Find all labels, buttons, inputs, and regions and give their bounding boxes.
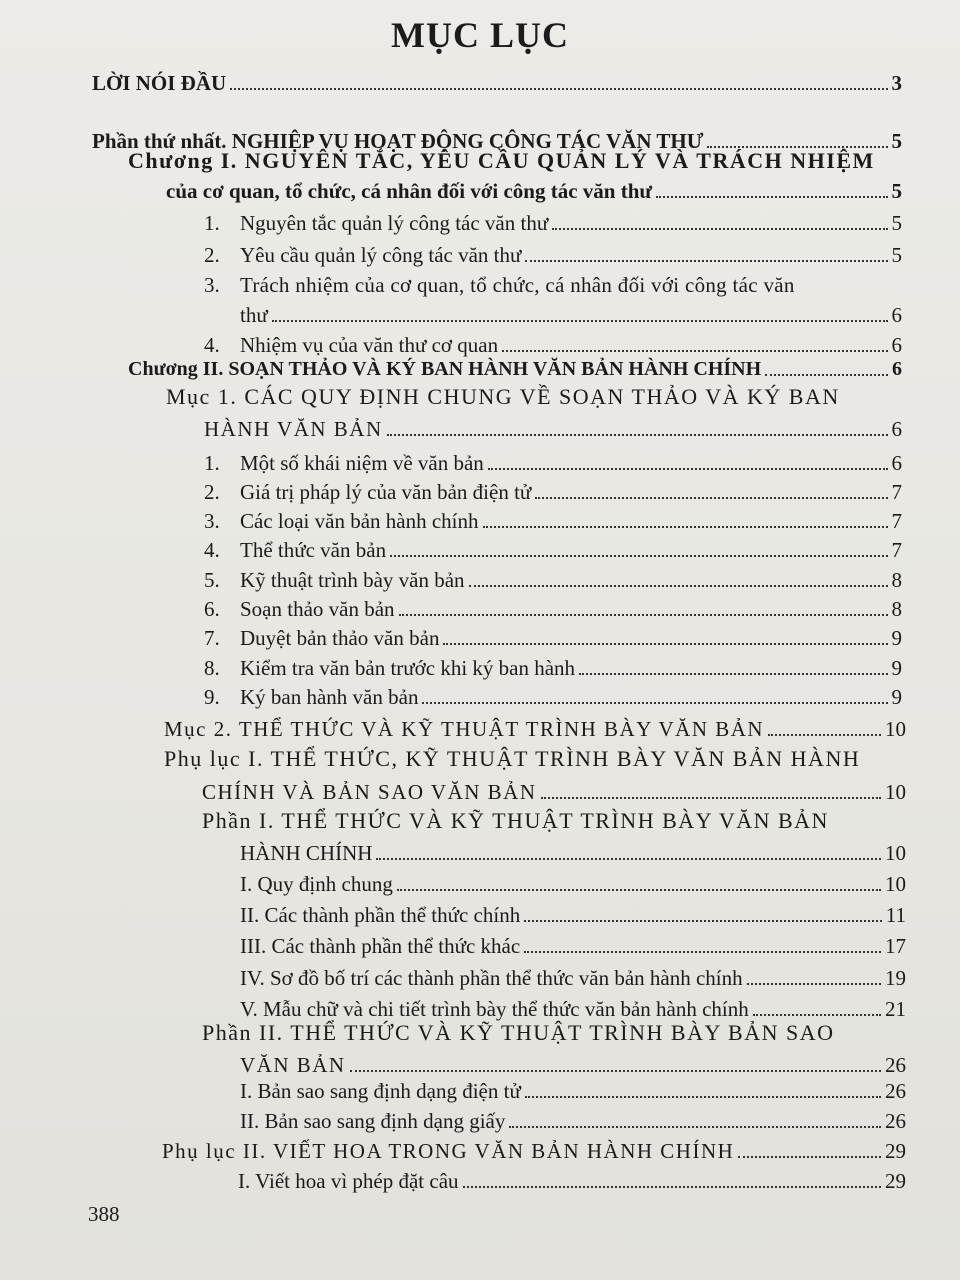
entry-label: Kỹ thuật trình bày văn bản — [240, 568, 465, 592]
entry-page: 9 — [891, 656, 902, 680]
toc-entry[interactable] — [204, 625, 902, 651]
leader-dots — [390, 555, 887, 557]
entry-number: 1. — [204, 211, 220, 235]
entry-label: Chương II. SOẠN THẢO VÀ KÝ BAN HÀNH VĂN BẢN HÀNH CHÍNH — [128, 358, 762, 380]
entry-page: 6 — [891, 417, 902, 441]
leader-dots — [422, 702, 887, 704]
entry-number: 8. — [204, 656, 220, 680]
toc-entry[interactable] — [240, 902, 906, 928]
toc-entry[interactable] — [240, 965, 906, 991]
toc-entry-line[interactable]: Phần I. THỂ THỨC VÀ KỸ THUẬT TRÌNH BÀY VĂN BẢN — [202, 808, 829, 833]
entry-page: 5 — [891, 129, 902, 153]
leader-dots — [376, 858, 881, 860]
leader-dots — [525, 1096, 881, 1098]
toc-entry[interactable] — [204, 537, 902, 563]
entry-page: 11 — [885, 903, 906, 927]
entry-page: 6 — [891, 333, 902, 357]
toc-entry[interactable] — [204, 508, 902, 534]
leader-dots — [387, 434, 888, 436]
entry-label: IV. Sơ đồ bố trí các thành phần thể thức văn bản hành chính — [240, 966, 743, 990]
leader-dots — [463, 1186, 881, 1188]
entry-label: I. Quy định chung — [240, 872, 393, 896]
toc-entry[interactable] — [240, 1078, 906, 1104]
entry-label: HÀNH VĂN BẢN — [204, 417, 383, 441]
entry-label: CHÍNH VÀ BẢN SAO VĂN BẢN — [202, 780, 537, 804]
entry-page: 29 — [885, 1139, 906, 1163]
entry-number: 1. — [204, 451, 220, 475]
entry-label: III. Các thành phần thể thức khác — [240, 934, 521, 958]
entry-page: 8 — [891, 597, 902, 621]
leader-dots — [747, 983, 881, 985]
toc-entry[interactable] — [238, 1168, 906, 1194]
entry-label: thư — [240, 303, 268, 327]
leader-dots — [399, 614, 888, 616]
leader-dots — [753, 1014, 881, 1016]
entry-page: 10 — [885, 872, 906, 896]
leader-dots — [541, 797, 881, 799]
toc-entry[interactable] — [166, 178, 902, 204]
entry-label: Nhiệm vụ của văn thư cơ quan — [240, 333, 499, 357]
entry-label: II. Các thành phần thể thức chính — [240, 903, 521, 927]
leader-dots — [350, 1070, 881, 1072]
toc-entry[interactable] — [240, 840, 906, 866]
toc-entry[interactable] — [204, 596, 902, 622]
entry-page: 29 — [885, 1169, 906, 1193]
entry-page: 5 — [891, 243, 902, 267]
toc-entry[interactable] — [204, 450, 902, 476]
entry-page: 10 — [885, 780, 906, 804]
toc-entry[interactable] — [204, 655, 902, 681]
toc-entry[interactable] — [164, 716, 906, 742]
entry-number: 7. — [204, 626, 220, 650]
leader-dots — [502, 350, 887, 352]
entry-label: Các loại văn bản hành chính — [240, 509, 479, 533]
entry-page: 8 — [891, 568, 902, 592]
toc-entry[interactable] — [162, 1138, 906, 1164]
toc-entry[interactable] — [204, 332, 902, 358]
entry-label: II. Bản sao sang định dạng giấy — [240, 1109, 506, 1133]
entry-label: Trách nhiệm của cơ quan, tổ chức, cá nhân đối với công tác văn — [240, 273, 795, 297]
entry-label: I. Bản sao sang định dạng điện tử — [240, 1079, 521, 1103]
page-title: MỤC LỤC — [391, 15, 569, 55]
entry-page: 26 — [885, 1079, 906, 1103]
leader-dots — [656, 196, 887, 198]
entry-label: Kiểm tra văn bản trước khi ký ban hành — [240, 656, 576, 680]
toc-entry-line[interactable]: Phần II. THỂ THỨC VÀ KỸ THUẬT TRÌNH BÀY BẢN SAO — [202, 1020, 835, 1045]
leader-dots — [535, 497, 887, 499]
toc-entry[interactable] — [240, 871, 906, 897]
entry-number: 9. — [204, 685, 220, 709]
leader-dots — [397, 889, 881, 891]
toc-entry[interactable] — [240, 933, 906, 959]
leader-dots — [579, 673, 887, 675]
entry-page: 5 — [891, 179, 902, 203]
entry-page: 26 — [885, 1109, 906, 1133]
entry-label: I. Viết hoa vì phép đặt câu — [238, 1169, 459, 1193]
leader-dots — [230, 88, 887, 90]
entry-page: 9 — [891, 685, 902, 709]
toc-entry[interactable] — [204, 684, 902, 710]
entry-page: 7 — [891, 509, 902, 533]
entry-page: 6 — [891, 451, 902, 475]
leader-dots — [524, 920, 882, 922]
entry-page: 19 — [885, 966, 906, 990]
entry-number: 4. — [204, 538, 220, 562]
leader-dots — [469, 585, 888, 587]
entry-number: 3. — [204, 273, 220, 297]
entry-number: 2. — [204, 480, 220, 504]
entry-label: Soạn thảo văn bản — [240, 597, 395, 621]
toc-entry[interactable] — [204, 242, 902, 268]
entry-label: Yêu cầu quản lý công tác văn thư — [240, 243, 522, 267]
toc-entry[interactable] — [204, 479, 902, 505]
leader-dots — [272, 320, 888, 322]
entry-label: Giá trị pháp lý của văn bản điện tử — [240, 480, 532, 504]
entry-number: 3. — [204, 509, 220, 533]
entry-label: VĂN BẢN — [240, 1053, 346, 1077]
leader-dots — [524, 951, 881, 953]
leader-dots — [443, 643, 887, 645]
entry-label: V. Mẫu chữ và chi tiết trình bày thể thức văn bản hành chính — [240, 997, 749, 1021]
toc-entry-line[interactable]: Phụ lục I. THỂ THỨC, KỸ THUẬT TRÌNH BÀY VĂN BẢN HÀNH — [164, 746, 861, 771]
entry-label: của cơ quan, tổ chức, cá nhân đối với công tác văn thư — [166, 179, 653, 203]
entry-label: Một số khái niệm về văn bản — [240, 451, 484, 475]
toc-entry[interactable] — [128, 356, 902, 382]
entry-page: 26 — [885, 1053, 906, 1077]
leader-dots — [765, 374, 888, 376]
entry-label: Phụ lục II. VIẾT HOA TRONG VĂN BẢN HÀNH CHÍNH — [162, 1139, 735, 1163]
entry-label: Phần thứ nhất. NGHIỆP VỤ HOẠT ĐỘNG CÔNG TÁC VĂN THƯ — [92, 129, 704, 153]
entry-page: 7 — [891, 538, 902, 562]
toc-entry-line[interactable]: Chương I. NGUYÊN TẮC, YÊU CẦU QUẢN LÝ VÀ TRÁCH NHIỆM — [128, 148, 875, 173]
toc-entry[interactable] — [240, 996, 906, 1022]
entry-label: Thể thức văn bản — [240, 538, 387, 562]
entry-number: 2. — [204, 243, 220, 267]
toc-entry[interactable] — [204, 416, 902, 442]
entry-label: Nguyên tắc quản lý công tác văn thư — [240, 211, 549, 235]
leader-dots — [738, 1156, 881, 1158]
entry-label: Duyệt bản thảo văn bản — [240, 626, 440, 650]
toc-entry[interactable] — [240, 302, 902, 328]
page-number: 388 — [88, 1202, 120, 1226]
toc-entry[interactable] — [204, 567, 902, 593]
toc-entry[interactable] — [92, 70, 902, 96]
leader-dots — [552, 228, 887, 230]
entry-number: 6. — [204, 597, 220, 621]
entry-page: 6 — [891, 303, 902, 327]
toc-entry-line[interactable]: Mục 1. CÁC QUY ĐỊNH CHUNG VỀ SOẠN THẢO VÀ KÝ BAN — [166, 384, 840, 409]
entry-label: Ký ban hành văn bản — [240, 685, 419, 709]
toc-entry[interactable] — [204, 210, 902, 236]
leader-dots — [509, 1126, 881, 1128]
entry-page: 6 — [892, 358, 902, 380]
entry-page: 17 — [885, 934, 906, 958]
entry-page: 21 — [885, 997, 906, 1021]
entry-page: 10 — [885, 717, 906, 741]
entry-page: 5 — [891, 211, 902, 235]
leader-dots — [768, 734, 881, 736]
entry-page: 7 — [891, 480, 902, 504]
toc-entry[interactable] — [240, 1108, 906, 1134]
entry-label: HÀNH CHÍNH — [240, 841, 373, 865]
toc-entry[interactable] — [202, 779, 906, 805]
leader-dots — [525, 260, 887, 262]
leader-dots — [488, 468, 888, 470]
entry-number: 5. — [204, 568, 220, 592]
toc-entry-line[interactable] — [204, 272, 795, 298]
entry-label: LỜI NÓI ĐẦU — [92, 71, 227, 95]
entry-number: 4. — [204, 333, 220, 357]
entry-page: 3 — [891, 71, 902, 95]
entry-label: Mục 2. THỂ THỨC VÀ KỸ THUẬT TRÌNH BÀY VĂN BẢN — [164, 717, 765, 741]
toc-entry[interactable] — [240, 1052, 906, 1078]
entry-page: 10 — [885, 841, 906, 865]
entry-page: 9 — [891, 626, 902, 650]
leader-dots — [483, 526, 888, 528]
